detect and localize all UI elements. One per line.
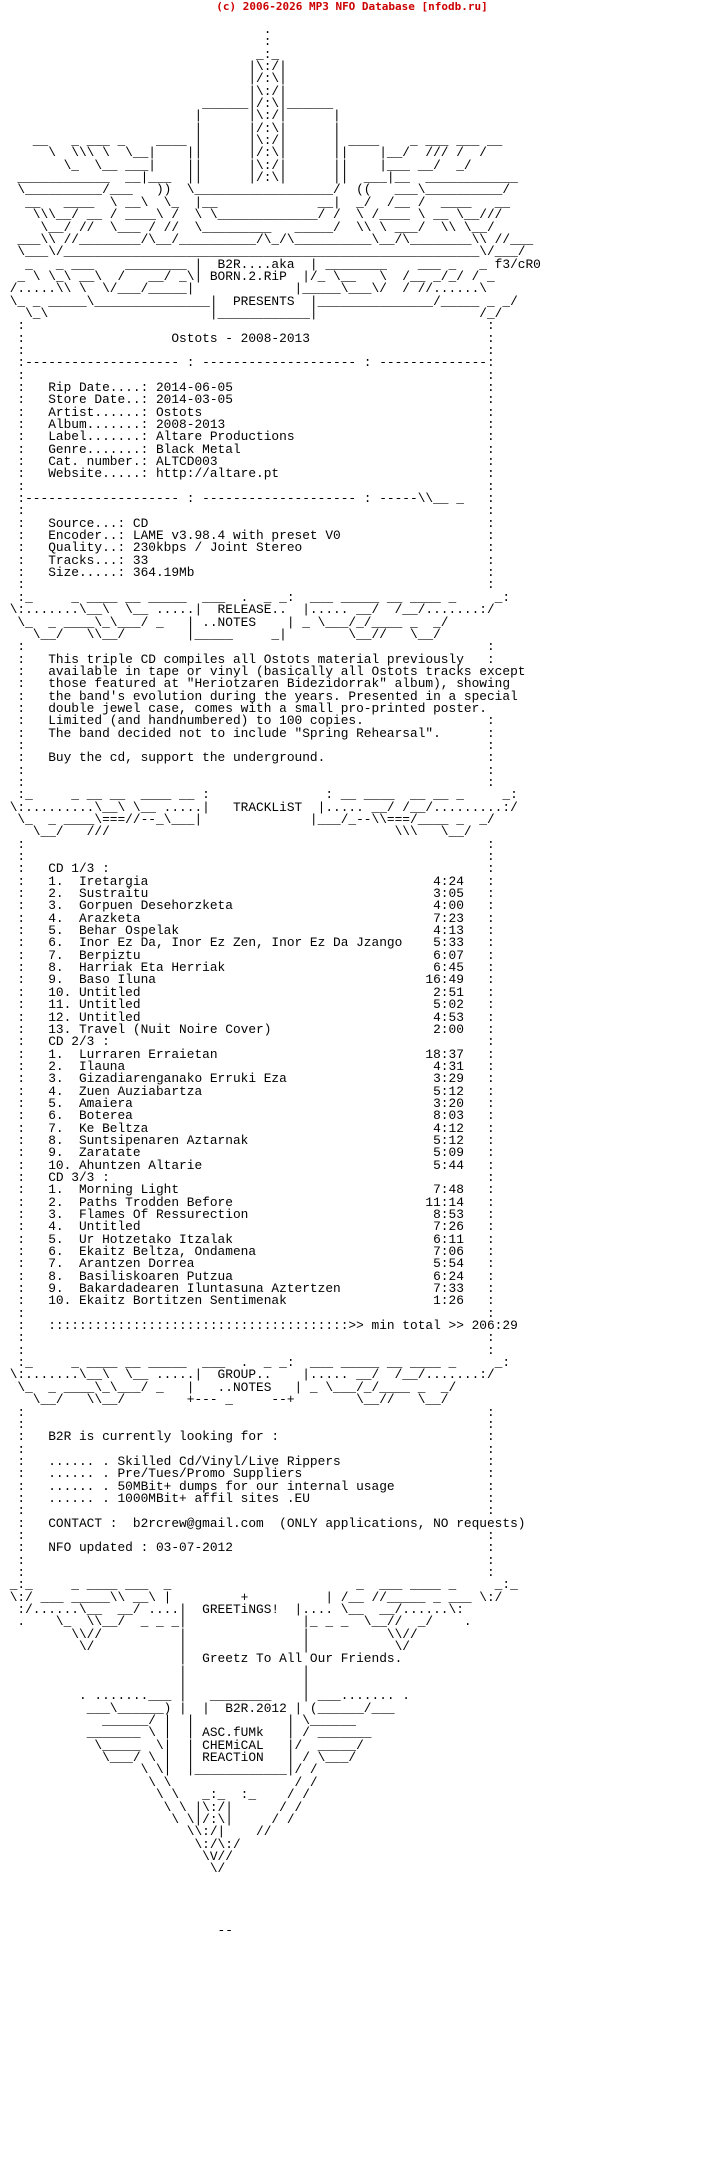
- site-header: (c) 2006-2026 MP3 NFO Database [nfodb.ru]: [216, 0, 488, 13]
- nfo-ascii-document: . : _:_ |\:/| |/:\| |\:/| ______|/:\|______ | |\:/| | | |/:\| | __ _ ___ _ ____ | |\:/| | ____ _ ___ ___ __ \ \\\ \ \__| || |/:\| || |__/ /// / / \_ \__ ___| || |\:/| || |___ __/ _/ ____________ __|___ || |/:\| || ___|__ ____________ \__________/___ )) \__________________/ (( ___\__________/ __ ____ \ __\ \_ |__ __| _/ /__ / ____ __ \\\__/ __ / ____\ / \ \_____________/ / \ /____ \ __ \__/// \__/ // \___ / // \_________ _____/ \\ \ ___/ \\ \__/ ___\\ //________/\__/__________/\_/\__________\__/\________\\ //___ \___\/______________________________________________________\/___/ _ _ ___ ________ | B2R....aka | ________ ___ _ _ f3/cR0 _ \ \_\ __\ / __/ _\| BORN.2.RiP |/_ \__ \ /__ _/_/ / _ /.....\\ \ \/___/_____| |_____\___\/ / //......\ \_ _ _____\_______________| PRESENTS |_______________/_____ _ _/ \_\ |____________| /_/ : : : Ostots - 2008-2013 : : : :-------------------- : -------------------- : --------------: : : : Rip Date....: 2014-06-05 : : Store Date..: 2014-03-05 : : Artist......: Ostots : : Album.......: 2008-2013 : : Label.......: Altare Productions : : Genre.......: Black Metal : : Cat. number.: ALTCD003 : : Website.....: http://altare.pt : : : :-------------------- : -------------------- : -----\\__ _ : : : : Source...: CD : : Encoder..: LAME v3.98.4 with preset V0 : : Quality..: 230kbps / Joint Stereo : : Tracks...: 33 : : Size.....: 364.19Mb : : : :_ _ ____ __ _____ ___ . _ _: ___ _____ __ ____ _ _: \:.......\__\ \__ .....| RELEASE.. |..... __/ /__/.......:/ \_ _ ____\_\___/ _ | ..NOTES | _ \___/_/____ _ _/ \__/ \\__/ |_____ _| \__// \__/ : : : This triple CD compiles all Ostots material previously : : available in tape or vinyl (basically all Ostots tracks except : those featured at "Heriotzaren Bidezidorrak" album), showing : the band's evolution during the years. Presented in a special : double jewel case, comes with a small pro-printed poster. : Limited (and handnumbered) to 100 copies. : : The band decided not to include "Spring Rehearsal". : : : : Buy the cd, support the underground. : : : : : :_ _ __ __ ____ __ : : __ ____ __ __ _ _: \:.........\__\ \__ .....| TRACKLiST |..... __/ /__/.........:/ \_ _ ____\===//--_\___| |___/_--\\===/____ _ _/ \__/ /// \\\ \__/ : : : : : CD 1/3 : : : 1. Iretargia 4:24 : : 2. Sustraitu 3:05 : : 3. Gorpuen Desehorzketa 4:00 : : 4. Arazketa 7:23 : : 5. Behar Ospelak 4:13 : : 6. Inor Ez Da, Inor Ez Zen, Inor Ez Da Jzango 5:33 : : 7. Berpiztu 6:07 : : 8. Harriak Eta Herriak 6:45 : : 9. Baso Iluna 16:49 : : 10. Untitled 2:51 : : 11. Untitled 5:02 : : 12. Untitled 4:53 : : 13. Travel (Nuit Noire Cover) 2:00 : : CD 2/3 : : : 1. Lurraren Erraietan 18:37 : : 2. Ilauna 4:31 : : 3. Gizadiarenganako Erruki Eza 3:29 : : 4. Zuen Auziabartza 5:12 : : 5. Amaiera 3:20 : : 6. Boterea 8:03 : : 7. Ke Beltza 4:12 : : 8. Suntsipenaren Aztarnak 5:12 : : 9. Zaratate 5:09 : : 10. Ahuntzen Altarie 5:44 : : CD 3/3 : : : 1. Morning Light 7:48 : : 2. Paths Trodden Before 11:14 : : 3. Flames Of Ressurection 8:53 : : 4. Untitled 7:26 : : 5. Ur Hotzetako Itzalak 6:11 : : 6. Ekaitz Beltza, Ondamena 7:06 : : 7. Arantzen Dorrea 5:54 : : 8. Basiliskoaren Putzua 6:24 : : 9. Bakardadearen Iluntasuna Aztertzen 7:33 : : 10. Ekaitz Bortitzen Sentimenak 1:26 : : : : :::::::::::::::::::::::::::::::::::::::>> min total >> 206:29 : : : : :_ _ ____ __ _____ ___ . _ _: ___ _____ __ ____ _ _: \:.......\__\ \__ .....| GROUP.. |..... __/ /__/.......:/ \_ _ ____\_\___/ _ | ..NOTES | _ \___/_/____ _ _/ \__/ \\__/ +--- _ --+ \__// \__/ : : : : : B2R is currently looking for : : : : : ...... . Skilled Cd/Vinyl/Live Rippers : : ...... . Pre/Tues/Promo Suppliers : : ...... . 50MBit+ dumps for our internal usage : : ...... . 1000MBit+ affil sites .EU : : : : CONTACT : b2rcrew@gmail.com (ONLY applications, NO requests) : : : NFO updated : 03-07-2012 : : : : : _:_ _ ____ ___ _ _ ___ ____ _ _:_ \:/ ___ _____\\ __\ | + | /__ //_____ _ ___ \:/ :/......\__ __/ ....| GREETiNGS! |.... \__ __/......\: . \_ \\__/ _ _ _| |_ _ _ \__// _/ . \\// | | \\// \/ | | \/ | Greetz To All Our Friends. | | | | . .......___ | ________ | ___....... . ___\______) | | B2R.2012 | (______/___ ______/ | | | \______ _______ \ | | ASC.fUMk | / _______ \_____ \| | CHEMiCAL |/ _____/ \___/ \ | | REACTiON | / \___/ \ \| |____________|/ / \ \ / / \ \ _:_ :_ / / \ \ |\:/| / / \ \|/:\| / / \\:/| // \:/\:/ \V// \/ --: [9, 24, 541, 1938]
